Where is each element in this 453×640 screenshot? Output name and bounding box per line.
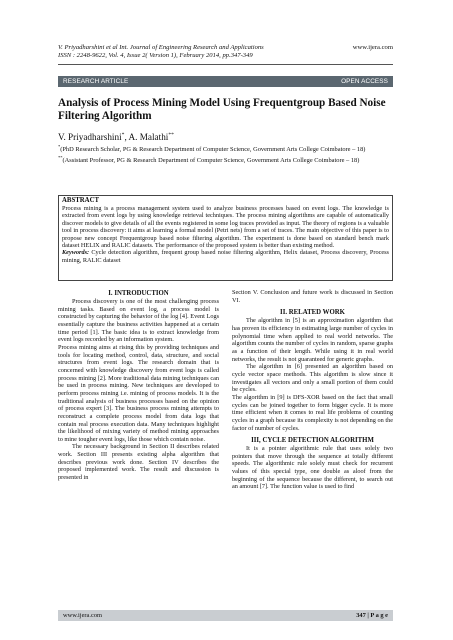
affiliation-text: (Assistant Professor, PG & Research Department of Computer Science, Government Arts College Coimbatore – 18) <box>62 156 360 164</box>
intro-paragraph-3: The necessary background in Section II describes related work. Section III presents existing alpha algorithm that describes previous work done. Section IV describes the proposed implemented work. The result and discussion is presented in <box>58 443 219 482</box>
open-access-label: OPEN ACCESS <box>341 78 388 85</box>
page-number: 347 | P a g e <box>356 612 388 619</box>
author-list <box>58 130 174 143</box>
affiliation-text: (PhD Research Scholar, PG & Research Department of Computer Science, Government Arts College Coimbatore – 18) <box>60 146 366 154</box>
affiliation-mark: * <box>58 144 61 149</box>
author-separator: , <box>124 132 129 143</box>
running-header <box>58 44 393 61</box>
section-heading-related-work: II. RELATED WORK <box>280 309 345 317</box>
journal-citation: V. Priyadharshini et al Int. Journal of Engineering Research and Applications <box>58 44 264 51</box>
abstract-heading: ABSTRACT <box>62 197 100 204</box>
keywords-label: Keywords: <box>62 249 90 257</box>
keywords-text: Cycle detection algorithm, frequent group based noise filtering algorithm, Helix dataset, Process discovery, Process mining, RALIC dataset <box>62 249 389 264</box>
author-mark: ** <box>168 132 174 138</box>
affiliation-item <box>58 143 398 154</box>
intro-paragraph-2: Process mining aims at rising this by providing techniques and tools for locating method, control, data, structure, and social structures from event logs. The research domain that is concerned with knowledge discovery from event logs is called process mining [2]. More traditional data mining techniques can be used in process mining. New techniques are developed to perform process mining i.e. mining of process models. It is the traditional analysis of business processes based on the opinion of process expert [3]. The business process mining attempts to reconstruct a complete process model from data logs that contain real process execution data. Many techniques highlight the likelihood of mixing variety of method mining approaches to mine tougher event logs, like those which contain noise. <box>58 343 219 443</box>
abstract-box <box>58 195 393 281</box>
intro-paragraph-continued: Section V. Conclusion and future work is discussed in Section VI. <box>232 289 393 304</box>
journal-website[interactable]: www.ijera.com <box>352 44 393 51</box>
related-work-paragraph-3: The algorithm in [9] is DFS-XOR based on the fact that small cycles can be joined together to form bigger cycle. It is more time efficient when it comes to real life problems of counting cycles in a graph because its complexity is not depending on the factor of number of cycles. <box>232 393 393 432</box>
abstract-text: Process mining is a process management system used to analyze business processes based on event logs. The knowledge is extracted from event logs by using knowledge retrieval techniques. The process mining algorithms are capable of automatically discover models to give details of all the events registered in some log traces provided as input. The theory of regions is a valuable tool in process discovery: it aims at learning a formal model (Petri nets) from a set of traces. The main objective of this paper is to propose new concept Frequentgroup based noise filtering algorithm. The experiment is done based on standard bench mark dataset HELIX and RALIC datasets. The performance of the proposed system is better than existing method. <box>62 205 389 250</box>
page-footer <box>58 610 393 621</box>
author-name: A. Malathi <box>128 132 169 143</box>
right-column <box>232 289 393 491</box>
left-column <box>58 289 219 482</box>
affiliation-item <box>58 154 398 165</box>
related-work-paragraph-2: The algorithm in [6] presented an algorithm based on cycle vector space methods. This algorithm is slow since it investigates all vectors and only a small portion of them could be cycles. <box>232 363 393 394</box>
affiliations <box>58 143 398 165</box>
keywords <box>62 249 389 264</box>
header-divider <box>58 64 393 65</box>
article-type-banner <box>58 76 393 87</box>
issn-line: ISSN : 2248-9622, Vol. 4, Issue 2( Version 1), February 2014, pp.347-349 <box>58 52 253 60</box>
related-work-paragraph-1: The algorithm in [5] is an approximation algorithm that has proven its efficiency in estimating large number of cycles in polynomial time when applied to real world networks. The algorithm counts the number of cycles in random, sparse graphs as a function of their length. While using it in real world networks, the result is not guaranteed for generic graphs. <box>232 317 393 363</box>
cycle-detection-paragraph: It is a pointer algorithmic rule that uses solely two pointers that move through the sequence at totally different speeds. The algorithmic rule solely must check for recurrent values of this special type, one double as aloof from the beginning of the sequence because the different, to search out an amount [7]. The function value is used to find <box>232 445 393 491</box>
author-name: V. Priyadharshini <box>58 132 122 143</box>
intro-paragraph-1: Process discovery is one of the most challenging process mining tasks. Based on event log, a process model is constructed by capturing the behavior of the log [4]. Event Logs essentially capture the business activities happened at a certain time period [1]. The basic idea is to extract knowledge from event logs recorded by an information system. <box>58 298 219 344</box>
paper-title: Analysis of Process Mining Model Using Frequentgroup Based Noise Filtering Algorithm <box>58 97 386 122</box>
author-mark: * <box>121 132 125 138</box>
affiliation-mark: ** <box>58 154 63 160</box>
article-type-label: RESEARCH ARTICLE <box>63 78 129 85</box>
footer-website[interactable]: www.ijera.com <box>63 612 102 619</box>
section-heading-introduction: I. INTRODUCTION <box>108 290 169 297</box>
section-heading-cycle-detection: III, CYCLE DETECTION ALGORITHM <box>251 437 374 445</box>
